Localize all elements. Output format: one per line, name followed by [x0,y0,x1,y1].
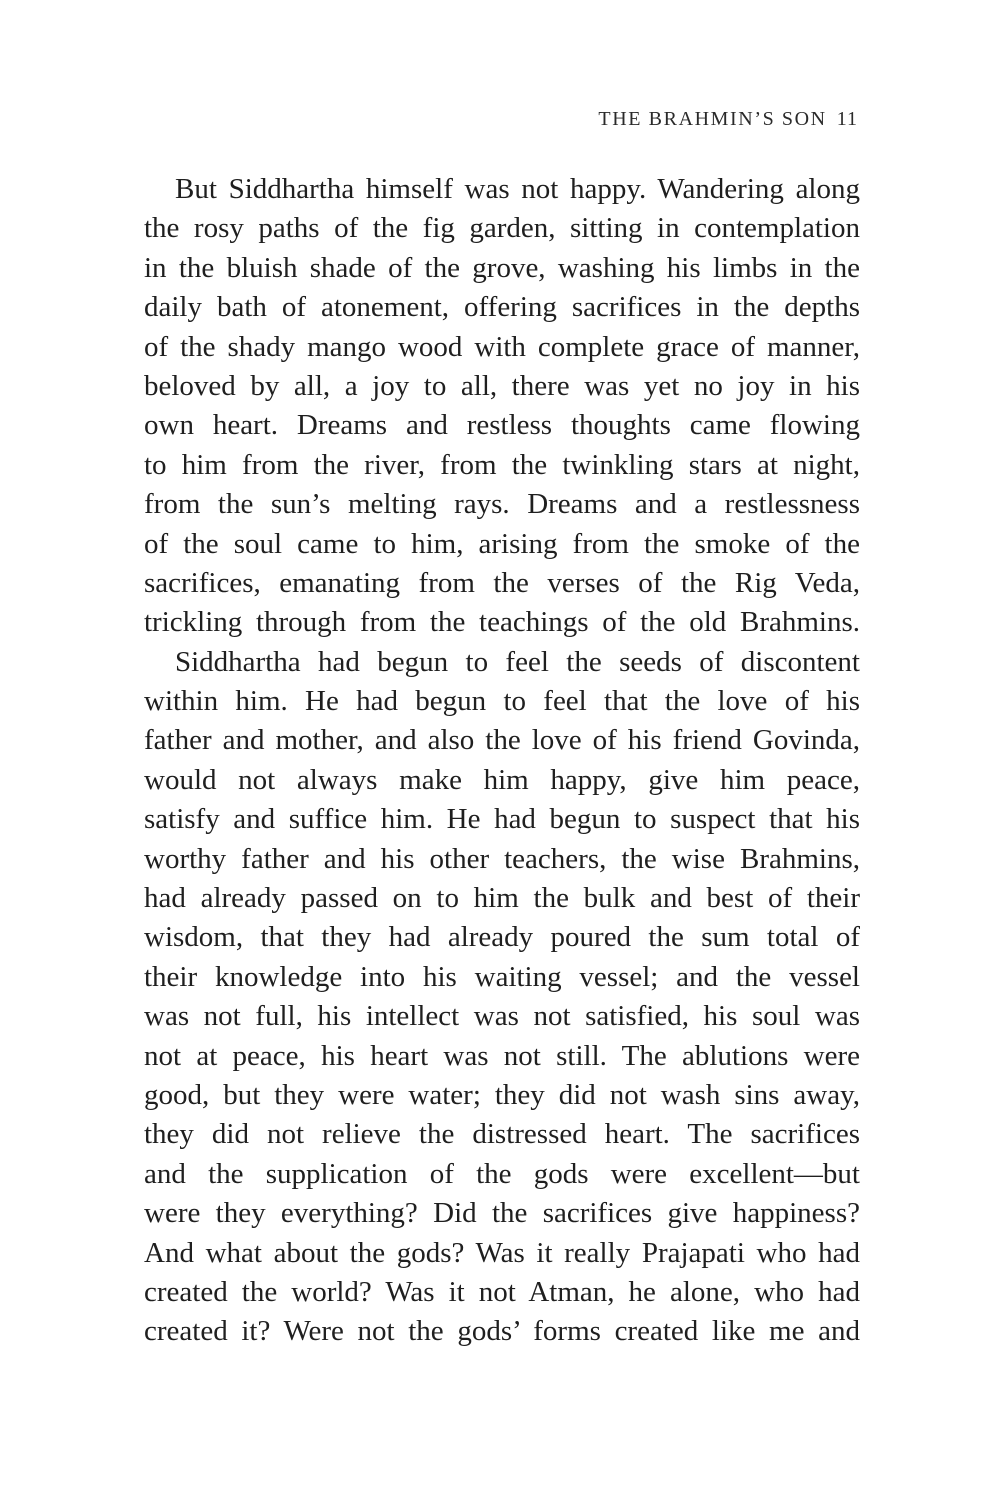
text-line: worthy father and his other teachers, the wise Brahmins, [144,842,860,875]
text-line: not at peace, his heart was not still. The ablutions were [144,1039,860,1072]
text-line: good, but they were water; they did not wash sins away, [144,1078,860,1111]
text-line: in the bluish shade of the grove, washing his limbs in the [144,251,860,284]
text-line: they did not relieve the distressed heart. The sacrifices [144,1118,860,1151]
text-line: had already passed on to him the bulk and best of their [144,882,860,915]
text-line: And what about the gods? Was it really Prajapati who had [144,1236,860,1269]
text-line: wisdom, that they had already poured the sum total of [144,921,860,954]
page-number: 11 [836,108,858,130]
text-line: of the soul came to him, arising from the smoke of the [144,527,860,560]
text-line: from the sun’s melting rays. Dreams and a restlessness [144,488,860,521]
text-line: father and mother, and also the love of his friend Govinda, [144,724,860,757]
running-head [598,108,858,131]
text-line: the rosy paths of the fig garden, sitting in contemplation [144,212,860,245]
text-line: satisfy and suffice him. He had begun to suspect that his [144,803,860,836]
text-line: was not full, his intellect was not satisfied, his soul was [144,1000,860,1033]
text-line: created the world? Was it not Atman, he alone, who had [144,1275,860,1308]
text-line: But Siddhartha himself was not happy. Wandering along [175,173,860,205]
text-line: to him from the river, from the twinkling stars at night, [144,448,860,481]
text-line: would not always make him happy, give him peace, [144,763,860,796]
text-line: created it? Were not the gods’ forms created like me and [144,1315,860,1348]
text-line: their knowledge into his waiting vessel; and the vessel [144,960,860,993]
text-line: and the supplication of the gods were excellent—but [144,1157,860,1190]
text-line: within him. He had begun to feel that the love of his [144,685,860,718]
text-line: beloved by all, a joy to all, there was yet no joy in his [144,369,860,402]
text-line: trickling through from the teachings of the old Brahmins. [144,606,860,639]
text-line: own heart. Dreams and restless thoughts came flowing [144,409,860,442]
text-line: of the shady mango wood with complete grace of manner, [144,330,860,363]
body-text [144,170,860,1352]
running-head-title: THE BRAHMIN’S SON [598,108,827,130]
text-line: were they everything? Did the sacrifices give happiness? [144,1197,860,1230]
text-line: Siddhartha had begun to feel the seeds of discontent [175,645,860,678]
text-line: daily bath of atonement, offering sacrifices in the depths [144,291,860,324]
text-line: sacrifices, emanating from the verses of the Rig Veda, [144,566,860,599]
